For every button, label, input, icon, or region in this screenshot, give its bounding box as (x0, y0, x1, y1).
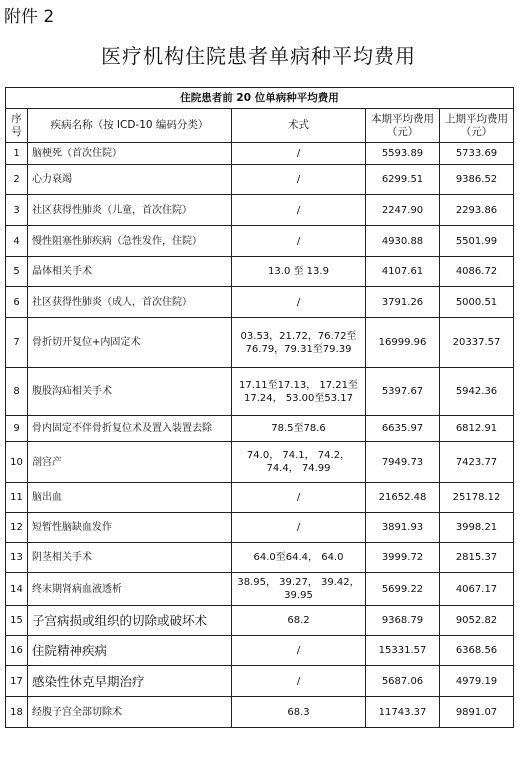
row-current-avg-cost: 7949.73 (366, 442, 440, 483)
row-previous-avg-cost: 9052.82 (440, 606, 514, 636)
row-procedure: 74.0， 74.1， 74.2， 74.4， 74.99 (232, 442, 366, 483)
row-procedure: 13.0 至 13.9 (232, 257, 366, 287)
row-procedure: 03.53，21.72，76.72至76.79，79.31至79.39 (232, 318, 366, 368)
table-row (6, 483, 514, 513)
header-procedure: 术式 (232, 109, 366, 143)
table-row (6, 368, 514, 416)
row-previous-avg-cost: 9386.52 (440, 165, 514, 195)
row-procedure: / (232, 483, 366, 513)
row-previous-avg-cost: 5000.51 (440, 287, 514, 318)
row-previous-avg-cost: 2815.37 (440, 543, 514, 573)
table-row (6, 573, 514, 606)
row-procedure: / (232, 636, 366, 666)
header-current-avg-cost: 本期平均费用（元） (366, 109, 440, 143)
row-serial-no: 4 (6, 226, 28, 257)
row-previous-avg-cost: 20337.57 (440, 318, 514, 368)
row-current-avg-cost: 16999.96 (366, 318, 440, 368)
row-current-avg-cost: 21652.48 (366, 483, 440, 513)
row-disease-name: 经腹子宫全部切除术 (28, 697, 232, 728)
attachment-label: 附件 2 (4, 7, 55, 27)
table-row (6, 442, 514, 483)
table-row (6, 416, 514, 442)
row-current-avg-cost: 11743.37 (366, 697, 440, 728)
row-current-avg-cost: 4107.61 (366, 257, 440, 287)
row-current-avg-cost: 3891.93 (366, 513, 440, 543)
row-previous-avg-cost: 6812.91 (440, 416, 514, 442)
row-serial-no: 15 (6, 606, 28, 636)
row-disease-name: 腹股沟疝相关手术 (28, 368, 232, 416)
row-procedure: / (232, 666, 366, 697)
row-serial-no: 12 (6, 513, 28, 543)
row-procedure: 17.11至17.13， 17.21至17.24， 53.00至53.17 (232, 368, 366, 416)
row-disease-name: 晶体相关手术 (28, 257, 232, 287)
row-serial-no: 10 (6, 442, 28, 483)
row-serial-no: 1 (6, 143, 28, 165)
row-previous-avg-cost: 25178.12 (440, 483, 514, 513)
row-disease-name: 剖宫产 (28, 442, 232, 483)
row-procedure: / (232, 165, 366, 195)
table-row (6, 636, 514, 666)
row-previous-avg-cost: 4067.17 (440, 573, 514, 606)
row-current-avg-cost: 3999.72 (366, 543, 440, 573)
row-serial-no: 2 (6, 165, 28, 195)
row-disease-name: 脑梗死（首次住院） (28, 143, 232, 165)
table-caption: 住院患者前 20 位单病种平均费用 (6, 88, 514, 109)
row-serial-no: 14 (6, 573, 28, 606)
table-row (6, 287, 514, 318)
row-current-avg-cost: 5397.67 (366, 368, 440, 416)
row-current-avg-cost: 3791.26 (366, 287, 440, 318)
table-row (6, 143, 514, 165)
row-previous-avg-cost: 5733.69 (440, 143, 514, 165)
row-disease-name: 感染性休克早期治疗 (28, 666, 232, 697)
row-current-avg-cost: 9368.79 (366, 606, 440, 636)
table-row (6, 666, 514, 697)
table-row (6, 226, 514, 257)
header-serial-no: 序号 (6, 109, 28, 143)
row-procedure: / (232, 513, 366, 543)
row-disease-name: 阴茎相关手术 (28, 543, 232, 573)
row-procedure: / (232, 226, 366, 257)
table-row (6, 513, 514, 543)
row-procedure: 68.2 (232, 606, 366, 636)
row-previous-avg-cost: 3998.21 (440, 513, 514, 543)
row-current-avg-cost: 15331.57 (366, 636, 440, 666)
fee-table (5, 87, 514, 728)
row-disease-name: 短暂性脑缺血发作 (28, 513, 232, 543)
row-disease-name: 骨内固定不伴骨折复位术及置入装置去除 (28, 416, 232, 442)
row-serial-no: 17 (6, 666, 28, 697)
table-row (6, 195, 514, 226)
row-previous-avg-cost: 4979.19 (440, 666, 514, 697)
row-disease-name: 社区获得性肺炎（儿童，首次住院） (28, 195, 232, 226)
row-current-avg-cost: 5699.22 (366, 573, 440, 606)
header-disease-name: 疾病名称（按 ICD-10 编码分类） (28, 109, 232, 143)
row-procedure: 78.5至78.6 (232, 416, 366, 442)
row-procedure: 68.3 (232, 697, 366, 728)
row-disease-name: 心力衰竭 (28, 165, 232, 195)
row-current-avg-cost: 6299.51 (366, 165, 440, 195)
row-previous-avg-cost: 5501.99 (440, 226, 514, 257)
row-serial-no: 5 (6, 257, 28, 287)
table-row (6, 165, 514, 195)
row-previous-avg-cost: 6368.56 (440, 636, 514, 666)
row-serial-no: 13 (6, 543, 28, 573)
row-procedure: 38.95， 39.27， 39.42， 39.95 (232, 573, 366, 606)
table-header-row (6, 109, 514, 143)
table-row (6, 543, 514, 573)
row-current-avg-cost: 5687.06 (366, 666, 440, 697)
row-procedure: / (232, 287, 366, 318)
row-serial-no: 11 (6, 483, 28, 513)
row-previous-avg-cost: 4086.72 (440, 257, 514, 287)
row-disease-name: 脑出血 (28, 483, 232, 513)
row-serial-no: 18 (6, 697, 28, 728)
row-disease-name: 终末期肾病血液透析 (28, 573, 232, 606)
row-previous-avg-cost: 2293.86 (440, 195, 514, 226)
row-serial-no: 16 (6, 636, 28, 666)
row-serial-no: 9 (6, 416, 28, 442)
row-previous-avg-cost: 9891.07 (440, 697, 514, 728)
table-row (6, 318, 514, 368)
table-row (6, 606, 514, 636)
row-disease-name: 住院精神疾病 (28, 636, 232, 666)
row-current-avg-cost: 5593.89 (366, 143, 440, 165)
table-row (6, 697, 514, 728)
row-previous-avg-cost: 7423.77 (440, 442, 514, 483)
row-previous-avg-cost: 5942.36 (440, 368, 514, 416)
row-disease-name: 骨折切开复位+内固定术 (28, 318, 232, 368)
row-current-avg-cost: 6635.97 (366, 416, 440, 442)
row-disease-name: 慢性阻塞性肺疾病（急性发作，住院） (28, 226, 232, 257)
document-title: 医疗机构住院患者单病种平均费用 (101, 44, 416, 68)
row-disease-name: 子宫病损或组织的切除或破坏术 (28, 606, 232, 636)
row-procedure: / (232, 195, 366, 226)
table-caption-row (6, 88, 514, 109)
row-serial-no: 3 (6, 195, 28, 226)
row-serial-no: 6 (6, 287, 28, 318)
row-disease-name: 社区获得性肺炎（成人，首次住院） (28, 287, 232, 318)
row-current-avg-cost: 4930.88 (366, 226, 440, 257)
row-procedure: / (232, 143, 366, 165)
table-row (6, 257, 514, 287)
row-serial-no: 8 (6, 368, 28, 416)
header-previous-avg-cost: 上期平均费用（元） (440, 109, 514, 143)
row-procedure: 64.0至64.4， 64.0 (232, 543, 366, 573)
row-current-avg-cost: 2247.90 (366, 195, 440, 226)
row-serial-no: 7 (6, 318, 28, 368)
